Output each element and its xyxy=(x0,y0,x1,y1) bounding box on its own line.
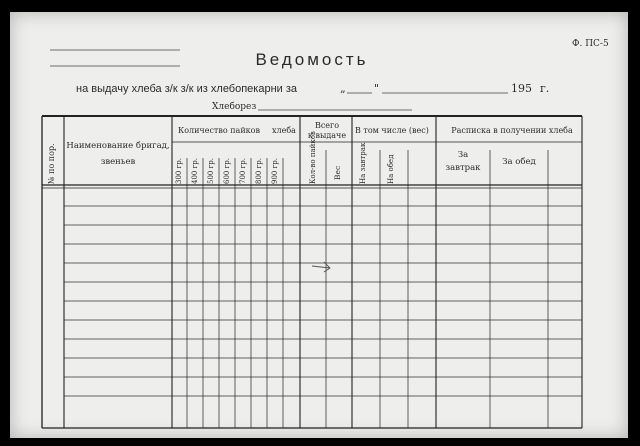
column-number-header: № по пор. xyxy=(47,143,56,184)
total-group-header-line1: Всего xyxy=(314,121,340,130)
quantity-group-header-end: хлеба xyxy=(272,126,296,135)
total-count-header: Кол-во пайков xyxy=(309,131,317,184)
lunch-weight-header: На обед xyxy=(387,154,395,184)
portion-weight-label: 900 гр. xyxy=(271,158,279,184)
document-title: Ведомость xyxy=(255,50,369,69)
quantity-group-header: Количество пайков xyxy=(178,126,260,135)
table-row-lines xyxy=(64,206,582,396)
portion-weight-label: 400 гр. xyxy=(191,158,199,184)
pencil-arrow-mark xyxy=(312,262,330,272)
form-code: Ф. ПС-5 xyxy=(572,39,609,49)
receipt-breakfast-header-line1: За xyxy=(457,150,469,160)
year-suffix: г. xyxy=(540,82,550,95)
column-name-header-line2: звеньев xyxy=(100,157,136,167)
portion-weight-label: 800 гр. xyxy=(255,158,263,184)
quote-open: „ xyxy=(340,82,346,95)
year-text: 195 xyxy=(511,82,532,95)
quote-close: " xyxy=(374,82,380,95)
total-weight-header: Вес xyxy=(333,165,342,180)
breakfast-weight-header: На завтрак xyxy=(359,142,367,184)
subtitle-text: на выдачу хлеба з/к з/к из хлебопекарни за xyxy=(76,83,298,95)
receipt-lunch-header: За обед xyxy=(502,157,536,167)
portion-weight-headers xyxy=(175,158,279,184)
total-group-header-line2: к выдаче xyxy=(307,131,347,140)
portion-weight-label: 700 гр. xyxy=(239,158,247,184)
receipt-group-header: Расписка в получении хлеба xyxy=(451,126,573,135)
portion-weight-label: 500 гр. xyxy=(207,158,215,184)
including-group-header: В том числе (вес) xyxy=(355,126,429,135)
portion-weight-label: 300 гр. xyxy=(175,158,183,184)
bakery-label: Хлеборез xyxy=(212,102,257,112)
column-name-header-line1: Наименование бригад, xyxy=(66,141,170,151)
portion-weight-label: 600 гр. xyxy=(223,158,231,184)
receipt-breakfast-header-line2: завтрак xyxy=(445,163,481,173)
